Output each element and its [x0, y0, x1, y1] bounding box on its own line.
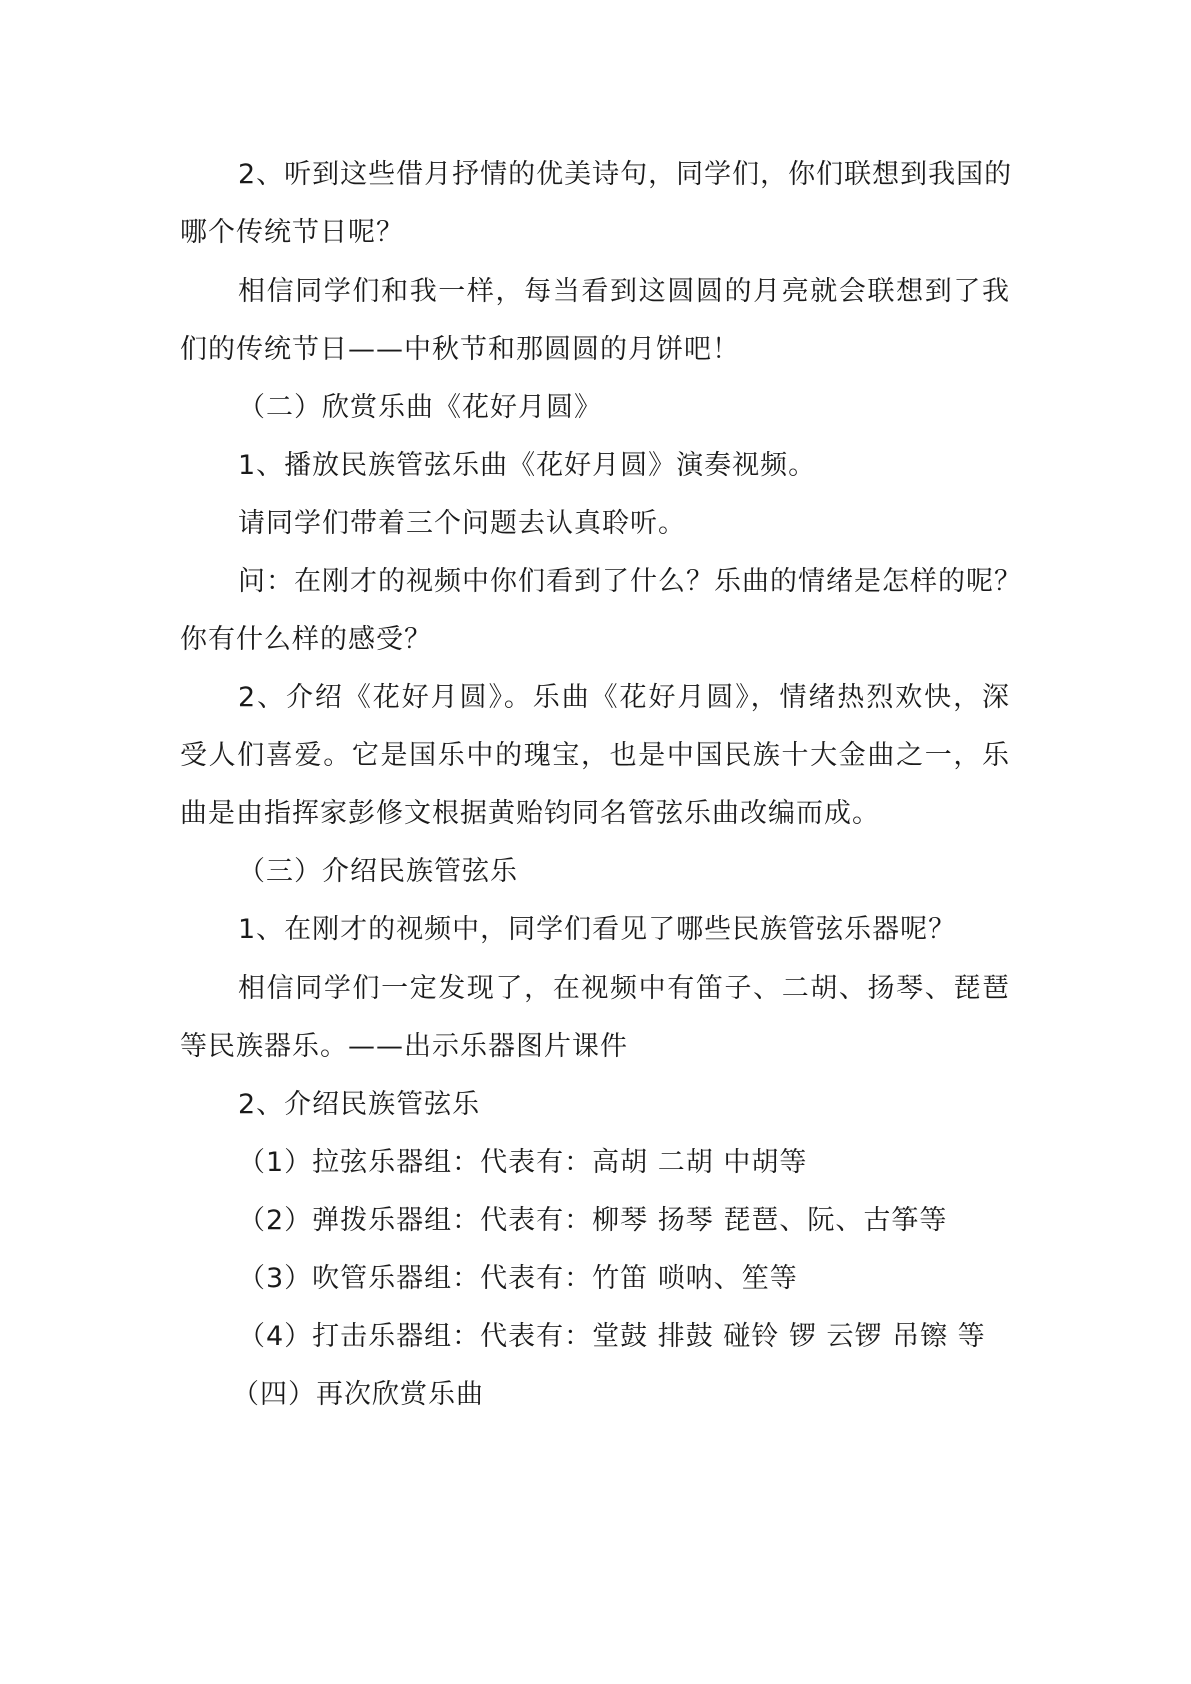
paragraph-line: 哪个传统节日呢？ [180, 217, 404, 248]
paragraph-line: 等民族器乐。——出示乐器图片课件 [180, 1031, 628, 1062]
paragraph-line: 2、介绍民族管弦乐 [238, 1089, 481, 1120]
paragraph-line: 1、在刚才的视频中，同学们看见了哪些民族管弦乐器呢？ [238, 914, 957, 945]
paragraph-line: 曲是由指挥家彭修文根据黄贻钧同名管弦乐曲改编而成。 [180, 798, 880, 829]
paragraph-line: 请同学们带着三个问题去认真聆听。 [238, 508, 686, 539]
paragraph-line: 受人们喜爱。它是国乐中的瑰宝，也是中国民族十大金曲之一，乐 [180, 740, 1010, 771]
list-item: （2）弹拨乐器组：代表有：柳琴 扬琴 琵琶、阮、古筝等 [238, 1205, 948, 1236]
paragraph-line: 们的传统节日——中秋节和那圆圆的月饼吧！ [180, 334, 740, 365]
list-item: （4）打击乐器组：代表有：堂鼓 排鼓 碰铃 锣 云锣 吊镲 等 [238, 1321, 986, 1352]
paragraph-line: 问：在刚才的视频中你们看到了什么？乐曲的情绪是怎样的呢？ [238, 566, 1022, 597]
section-heading: （三）介绍民族管弦乐 [238, 856, 518, 887]
paragraph-line: 相信同学们一定发现了，在视频中有笛子、二胡、扬琴、琵琶 [238, 973, 1010, 1004]
section-heading: （四）再次欣赏乐曲 [232, 1379, 484, 1410]
paragraph-line: 2、介绍《花好月圆》。乐曲《花好月圆》，情绪热烈欢快，深 [238, 682, 1010, 713]
paragraph-line: 相信同学们和我一样，每当看到这圆圆的月亮就会联想到了我 [238, 276, 1010, 307]
paragraph-line: 1、播放民族管弦乐曲《花好月圆》演奏视频。 [238, 450, 817, 481]
list-item: （3）吹管乐器组：代表有：竹笛 唢呐、笙等 [238, 1263, 798, 1294]
section-heading: （二）欣赏乐曲《花好月圆》 [238, 392, 602, 423]
paragraph-line: 2、听到这些借月抒情的优美诗句，同学们，你们联想到我国的 [238, 159, 1013, 190]
list-item: （1）拉弦乐器组：代表有：高胡 二胡 中胡等 [238, 1147, 808, 1178]
paragraph-line: 你有什么样的感受？ [180, 624, 432, 655]
